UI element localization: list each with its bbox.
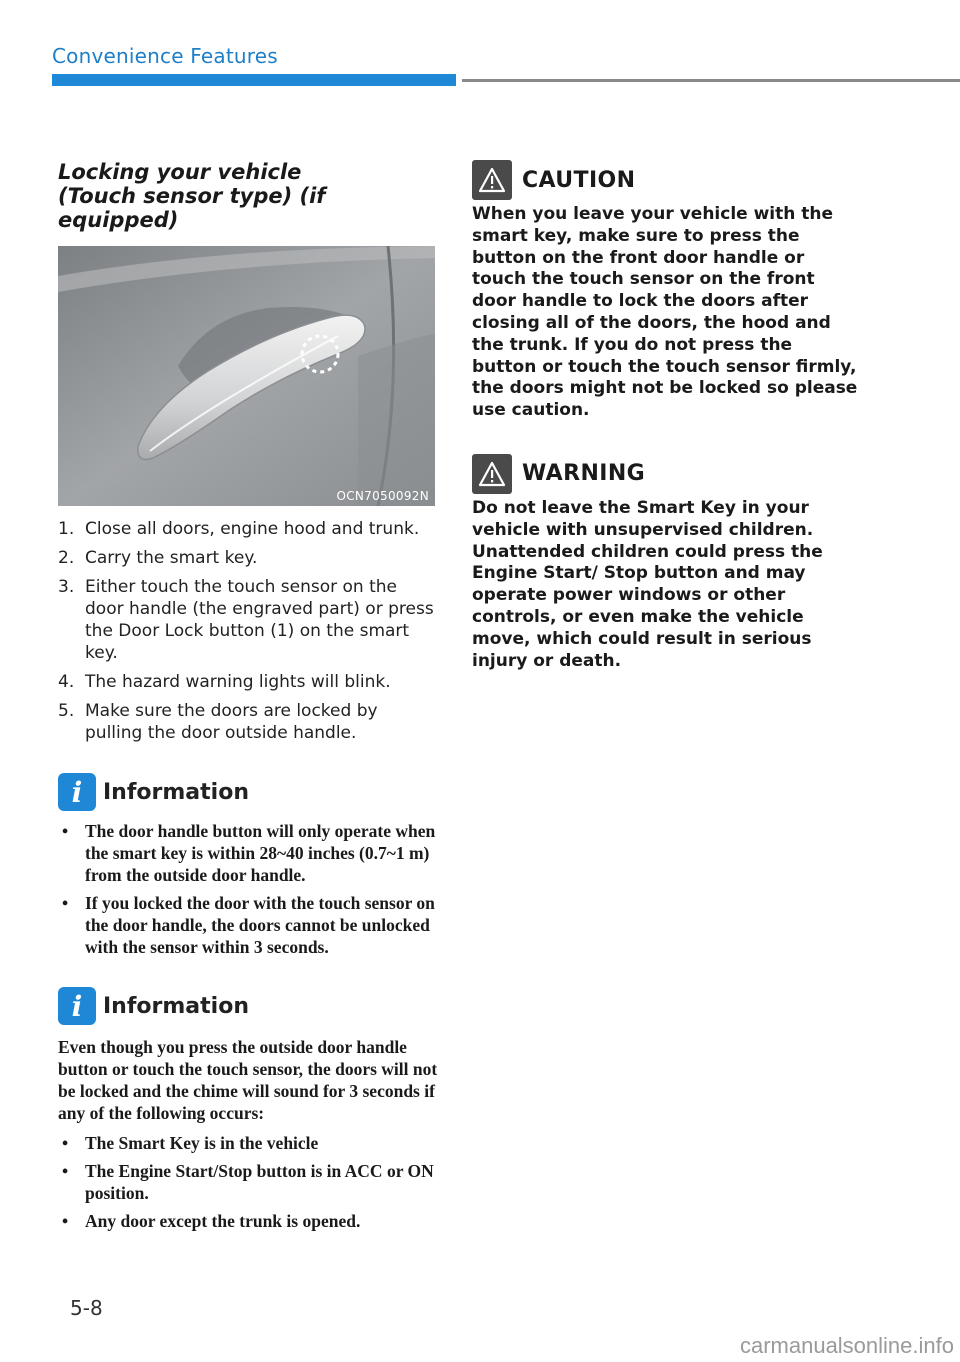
warning-triangle-icon	[472, 160, 512, 200]
list-item: • The Engine Start/Stop button is in ACC or ON position.	[62, 1161, 434, 1203]
information-text: Even though you press the outside door handle button or touch the touch sensor, the doors will not be locked and the chime will sound for 3 seconds if any of the following occurs:	[58, 1037, 438, 1123]
list-item: 2. Carry the smart key.	[58, 548, 258, 568]
info-bullet-list	[58, 1132, 438, 1232]
information-box-1	[58, 772, 438, 958]
list-item: 1. Close all doors, engine hood and trunk.	[58, 519, 420, 539]
list-item: 4. The hazard warning lights will blink.	[58, 672, 391, 692]
info-icon: i	[58, 987, 96, 1025]
right-column	[472, 160, 862, 704]
figure-code: OCN7050092N	[336, 489, 429, 503]
information-title: Information	[103, 779, 249, 805]
list-item: 3. Either touch the touch sensor on the door handle (the engraved part) or press the Door Lock button (1) on the smart key.	[58, 577, 434, 663]
warning-text: Do not leave the Smart Key in your vehicle with unsupervised children. Unattended children could press the Engine Start/ Stop button and may operate power windows or other controls, or even make the vehicle move, which could result in serious injury or death.	[472, 497, 823, 671]
header-accent-bar	[52, 74, 456, 86]
caution-title: CAUTION	[522, 167, 636, 193]
section-header-title: Convenience Features	[52, 44, 278, 68]
heading-line-2: (Touch sensor type) (if equipped)	[58, 184, 326, 232]
information-box-2	[58, 986, 438, 1232]
left-column	[58, 160, 438, 1238]
list-item: • The Smart Key is in the vehicle	[62, 1133, 319, 1153]
list-item: • The door handle button will only operate when the smart key is within 28~40 inches (0.7~1 m) from the outside door handle.	[62, 821, 436, 885]
info-bullet-list	[58, 820, 438, 958]
warning-title: WARNING	[522, 461, 646, 487]
section-heading	[58, 160, 438, 232]
caution-text: When you leave your vehicle with the smart key, make sure to press the button on the front door handle or touch the touch sensor on the front door handle to lock the doors after closing all of the doors, the hood and the trunk. If you do not press the button or touch the touch sensor firmly, the doors might not be locked so please use caution.	[472, 204, 858, 421]
info-icon: i	[58, 773, 96, 811]
step-list	[58, 518, 438, 744]
door-handle-illustration	[58, 246, 435, 506]
heading-line-1: Locking your vehicle	[58, 160, 302, 184]
list-item: • If you locked the door with the touch sensor on the door handle, the doors cannot be unlocked with the sensor within 3 seconds.	[62, 893, 435, 957]
warning-triangle-icon	[472, 454, 512, 494]
watermark: carmanualsonline.info	[739, 1333, 954, 1358]
list-item: 5. Make sure the doors are locked by pulling the door outside handle.	[58, 701, 378, 743]
caution-box	[472, 160, 862, 422]
warning-box	[472, 454, 862, 672]
door-handle-drawing	[58, 246, 435, 506]
header-divider-line	[462, 79, 960, 82]
list-item: • Any door except the trunk is opened.	[62, 1211, 361, 1231]
information-title: Information	[103, 993, 249, 1019]
page-number: 5-8	[70, 1296, 103, 1320]
